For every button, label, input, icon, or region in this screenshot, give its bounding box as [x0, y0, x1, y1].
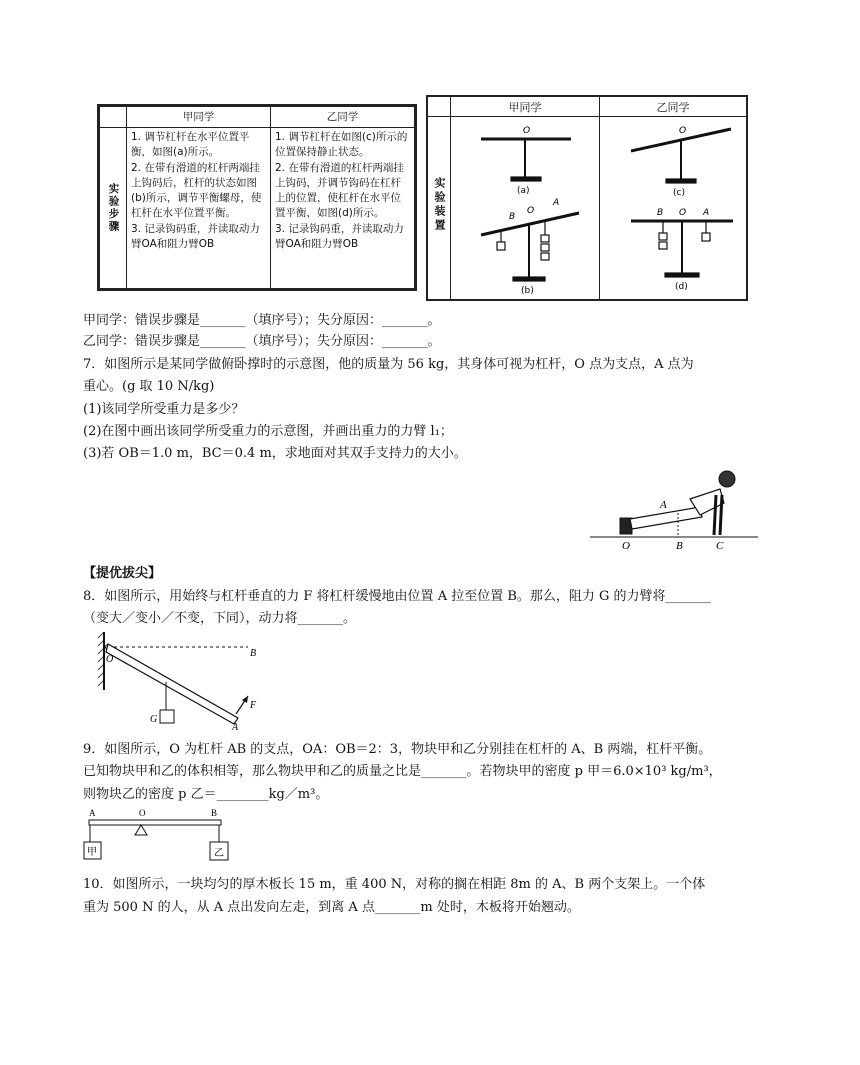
q7-sub1: (1)该同学所受重力是多少？ — [83, 402, 245, 417]
q7-sub3: (3)若 OB＝1.0 m，BC＝0.4 m，求地面对其双手支持力的大小。 — [83, 446, 467, 461]
fig-b-caption: (b) — [521, 286, 534, 296]
yi-step-3: 3. 记录钩码重，并读取动力臂OA和阻力臂OB — [275, 223, 404, 250]
q7-line1: 7．如图所示是某同学做俯卧撑时的示意图，他的质量为 56 kg，其身体可视为杠杆，O 点为支点，A 点为 — [83, 357, 694, 372]
q8-line2: （变大／变小／不变，下同），动力将_______。 — [83, 611, 357, 626]
fulcrum-triangle — [135, 825, 147, 835]
steps-table-corner — [100, 107, 127, 128]
q7-sub2: (2)在图中画出该同学所受重力的示意图，并画出重力的力臂 l₁； — [83, 424, 453, 439]
fig-a-caption: (a) — [517, 186, 530, 196]
apparatus-figures — [451, 117, 746, 299]
rot-label-F: F — [250, 700, 257, 711]
fig-d-label-A: A — [703, 208, 710, 218]
force-F-arrowhead — [242, 696, 248, 703]
rot-label-G: G — [150, 714, 158, 725]
steps-jia-cell — [127, 128, 271, 289]
steps-header-jia: 甲同学 — [127, 107, 271, 128]
q9-line1: 9．如图所示，O 为杠杆 AB 的支点，OA：OB＝2：3，物块甲和乙分别挂在杠杆的 A、B 两端，杠杆平衡。 — [83, 742, 712, 757]
apparatus-header-jia: 甲同学 — [508, 101, 542, 114]
fig-d-label-B: B — [657, 208, 664, 218]
pushup-label-B: B — [676, 540, 683, 550]
bal-label-B: B — [211, 808, 218, 818]
lever-rotation-figure — [98, 630, 268, 730]
jia-step-3: 3. 记录钩码重，并读取动力臂OA和阻力臂OB — [131, 223, 260, 250]
balance-lever-figure — [83, 806, 233, 864]
fig-b-label-A: A — [553, 198, 560, 208]
figure-b — [481, 213, 579, 281]
jia-step-2: 2. 在带有滑道的杠杆两端挂上钩码后，杠杆的状态如图(b)所示，调节平衡螺母，使杠杆在水平位置平衡。 — [131, 162, 262, 219]
pushup-label-A: A — [660, 499, 667, 511]
fig-c-caption: (c) — [673, 188, 685, 198]
fig-c-label-O: O — [679, 126, 687, 136]
pushup-figure — [590, 465, 760, 550]
steps-table — [99, 106, 415, 289]
q10-line1: 10．如图所示，一块均匀的厚木板长 15 m，重 400 N，对称的搁在相距 8m 的 A、B 两个支架上。一个体 — [83, 877, 706, 892]
q8-line1: 8．如图所示，用始终与杠杆垂直的力 F 将杠杆缓慢地由位置 A 拉至位置 B。那么，阻力 G 的力臂将_______ — [83, 589, 712, 604]
fig-b-label-O: O — [527, 206, 535, 216]
balance-bar — [89, 820, 221, 825]
figure-c — [631, 129, 731, 183]
bal-label-A: A — [89, 808, 96, 818]
q9-line2: 已知物块甲和乙的体积相等，那么物块甲和乙的质量之比是_______。若物块甲的密度 p 甲＝6.0×10³ kg/m³， — [83, 764, 722, 779]
yi-step-1: 1. 调节杠杆在如图(c)所示的位置保持静止状态。 — [275, 131, 408, 158]
pushup-label-C: C — [716, 540, 724, 550]
steps-header-yi: 乙同学 — [271, 107, 415, 128]
steps-side-label: 实验步骤 — [100, 128, 127, 289]
q10-line2: 重为 500 N 的人，从 A 点出发向左走，到离 A 点_______m 处时，木板将开始翘动。 — [83, 900, 580, 915]
q6-yi-line: 乙同学：错误步骤是_______（填序号）；失分原因：_______。 — [83, 334, 441, 349]
fig-d-caption: (d) — [675, 282, 688, 292]
bal-label-yi: 乙 — [214, 848, 224, 859]
apparatus-table — [426, 95, 748, 301]
apparatus-header-yi: 乙同学 — [656, 101, 690, 114]
fig-d-label-O: O — [679, 208, 687, 218]
fig-a-label-O: O — [523, 126, 531, 136]
jia-step-1: 1. 调节杠杆在水平位置平衡，如图(a)所示。 — [131, 131, 250, 158]
bal-label-O: O — [139, 808, 146, 818]
section-title: 【提优拔尖】 — [83, 566, 162, 581]
yi-step-2: 2. 在带有滑道的杠杆两端挂上钩码，并调节钩码在杠杆上的位置，使杠杆在水平位置平衡，如图(d)所示。 — [275, 162, 404, 219]
q9-line3: 则物块乙的密度 p 乙＝________kg／m³。 — [83, 787, 329, 802]
figure-d — [631, 221, 733, 277]
q7-line2: 重心。(g 取 10 N/kg) — [83, 379, 215, 394]
weight-G — [160, 710, 174, 723]
steps-yi-cell — [271, 128, 415, 289]
rot-label-A: A — [232, 722, 239, 730]
apparatus-side-label: 实验装置 — [433, 177, 446, 233]
fig-b-label-B: B — [509, 212, 516, 222]
rot-label-O: O — [106, 654, 114, 665]
pushup-label-O: O — [622, 540, 630, 550]
rot-label-B: B — [250, 648, 257, 659]
q6-jia-line: 甲同学：错误步骤是_______（填序号）；失分原因：_______。 — [83, 313, 441, 328]
bal-label-jia: 甲 — [87, 847, 97, 858]
figure-a — [481, 139, 571, 181]
steps-table-container — [97, 104, 417, 291]
